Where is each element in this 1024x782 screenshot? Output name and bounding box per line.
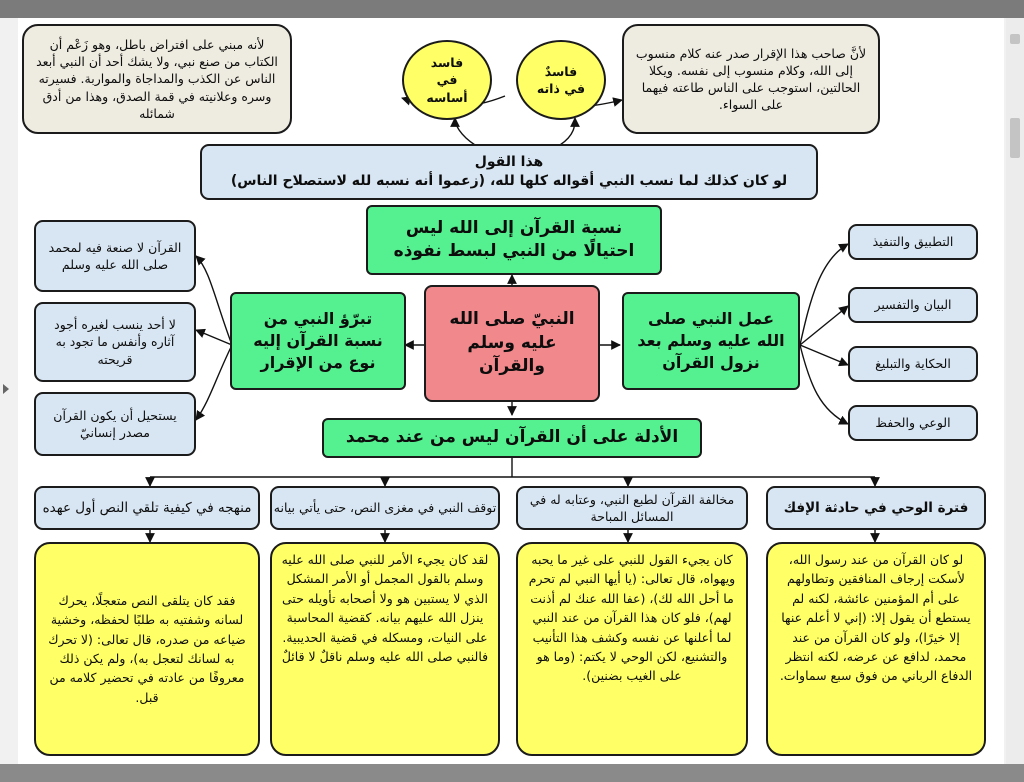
right-item-explanation xyxy=(848,287,978,323)
node-label: الأدلة على أن القرآن ليس من عند محمد xyxy=(345,427,679,448)
evidence-title: توقف النبي في مغزى النص، حتى يأتي بيانه xyxy=(273,500,497,516)
evidence-text: كان يجيء القول للنبي على غير ما يحبه ويهواه، قال تعالى: (يا أيها النبي لم تحرم ما أحل الله لك)، (عفا الله عنك لم أذنت لهم)، فلو كان هذا القرآن من عند النبي لما أعلنها عن نفسه وكشف هذا التأنيب والتشنيع، لكن الوحي لا يكتم: (وما هو على الغيب بضنين). xyxy=(528,552,736,684)
evidence-title: مخالفة القرآن لطبع النبي، وعتابه له في المسائل المباحة xyxy=(529,491,735,524)
connector xyxy=(196,330,232,345)
node-label: تبرّؤ النبي من نسبة القرآن إليه نوع من الإقرار xyxy=(253,308,383,373)
center-label: النبيّ صلى الله عليه وسلم والقرآن xyxy=(449,309,575,377)
circle-label: فاسدٌ في ذاته xyxy=(536,63,586,96)
claim-box xyxy=(200,144,818,200)
right-item-application xyxy=(848,224,978,260)
connector xyxy=(800,345,848,365)
item-label: الحكاية والتبليغ xyxy=(875,356,951,372)
evidence-3-title xyxy=(270,486,500,530)
evidence-1-title xyxy=(766,486,986,530)
item-label: الوعي والحفظ xyxy=(875,415,951,431)
evidence-title: فترة الوحي في حادثة الإفك xyxy=(783,499,969,516)
connector xyxy=(560,118,575,145)
left-item-no-one-attributes xyxy=(34,302,196,382)
green-prophet-action xyxy=(622,292,800,390)
left-item-no-craft xyxy=(34,220,196,292)
note-text: لأنَّ صاحب هذا الإقرار صدر عنه كلام منسوب إلى الله، وكلام منسوب إلى نفسه. ويكلا الحالتين، استوجب على الناس طاعته فيهما على السواء. xyxy=(635,45,867,113)
circle-corrupt-in-itself xyxy=(516,40,606,120)
evidence-1-body xyxy=(766,542,986,756)
evidence-title: منهجه في كيفية تلقي النص أول عهده xyxy=(42,499,252,516)
connector xyxy=(455,118,475,145)
green-evidence-heading xyxy=(322,418,702,458)
item-label: لا أحد ينسب لغيره أجود آثاره وأنفس ما تجود به قريحته xyxy=(54,317,176,367)
evidence-4-title xyxy=(34,486,260,530)
evidence-text: لو كان القرآن من عند رسول الله، لأسكت إرجاف المنافقين وتطاولهم على أم المؤمنين عائشة، لكنه لم يستطع أن يقول إلا: (إني لا أعلم عنها إلا خيرًا)، ولو كان القرآن من عند محمد، لدافع عن عرضه، لكنه انتظر الدفاع الرباني من فوق سبع سماوات. xyxy=(779,552,973,684)
note-right-reason xyxy=(622,24,880,134)
node-label: عمل النبي صلى الله عليه وسلم بعد نزول القرآن xyxy=(637,308,785,373)
note-left-reason xyxy=(22,24,292,134)
evidence-3-body xyxy=(270,542,500,756)
item-label: التطبيق والتنفيذ xyxy=(872,234,954,250)
connector xyxy=(800,345,848,424)
item-label: يستحيل أن يكون القرآن مصدر إنسانيّ xyxy=(53,407,177,440)
note-text: لأنه مبني على افتراض باطل، وهو زَعْم أن الكتاب من صنع نبي، ولا يشك أحد أن النبي أبعد الناس عن الكذب والمداجاة والمواربة. فسيرته وسره وعلانيته في قمة الصدق، وهذا من أدق شمائله xyxy=(36,36,278,121)
evidence-2-body xyxy=(516,542,748,756)
center-node xyxy=(424,285,600,402)
connector xyxy=(196,345,232,420)
circle-corrupt-in-basis xyxy=(402,40,492,120)
claim-text: هذا القول لو كان كذلك لما نسب النبي أقواله كلها لله، (زعموا أنه نسبه لله لاستصلاح الناس) xyxy=(230,153,788,189)
green-disavowal xyxy=(230,292,406,390)
evidence-text: فقد كان يتلقى النص متعجلًا، يحرك لسانه وشفتيه به طلبًا لحفظه، وخشية ضياعه من صدره، قال تعالى: (لا تحرك به لسانك لتعجل به)، ولم يكن ذلك معروفًا من عادته في تحضير كلامه من قبل. xyxy=(48,592,246,705)
left-item-not-human xyxy=(34,392,196,456)
node-label: نسبة القرآن إلى الله ليس احتيالًا من النبي لبسط نفوذه xyxy=(393,217,635,261)
connector xyxy=(800,244,848,345)
evidence-text: لقد كان يجيء الأمر للنبي صلى الله عليه وسلم بالقول المجمل أو الأمر المشكل الذي لا يستبين هو ولا أصحابه تأويله حتى ينزل الله عليهم بيانه. كقضية المحاسبة على النيات، ومسكله في قضية الحديبية. فالنبي صلى الله عليه وسلم ناقلٌ لا قائلٌ xyxy=(281,552,489,664)
right-item-memorization xyxy=(848,405,978,441)
evidence-2-title xyxy=(516,486,748,530)
item-label: البيان والتفسير xyxy=(874,297,952,313)
circle-label: فاسد في أساسه xyxy=(426,55,468,105)
right-item-transmission xyxy=(848,346,978,382)
evidence-4-body xyxy=(34,542,260,756)
connector xyxy=(800,306,848,345)
item-label: القرآن لا صنعة فيه لمحمد صلى الله عليه وسلم xyxy=(48,239,182,272)
green-not-a-ploy xyxy=(366,205,662,275)
